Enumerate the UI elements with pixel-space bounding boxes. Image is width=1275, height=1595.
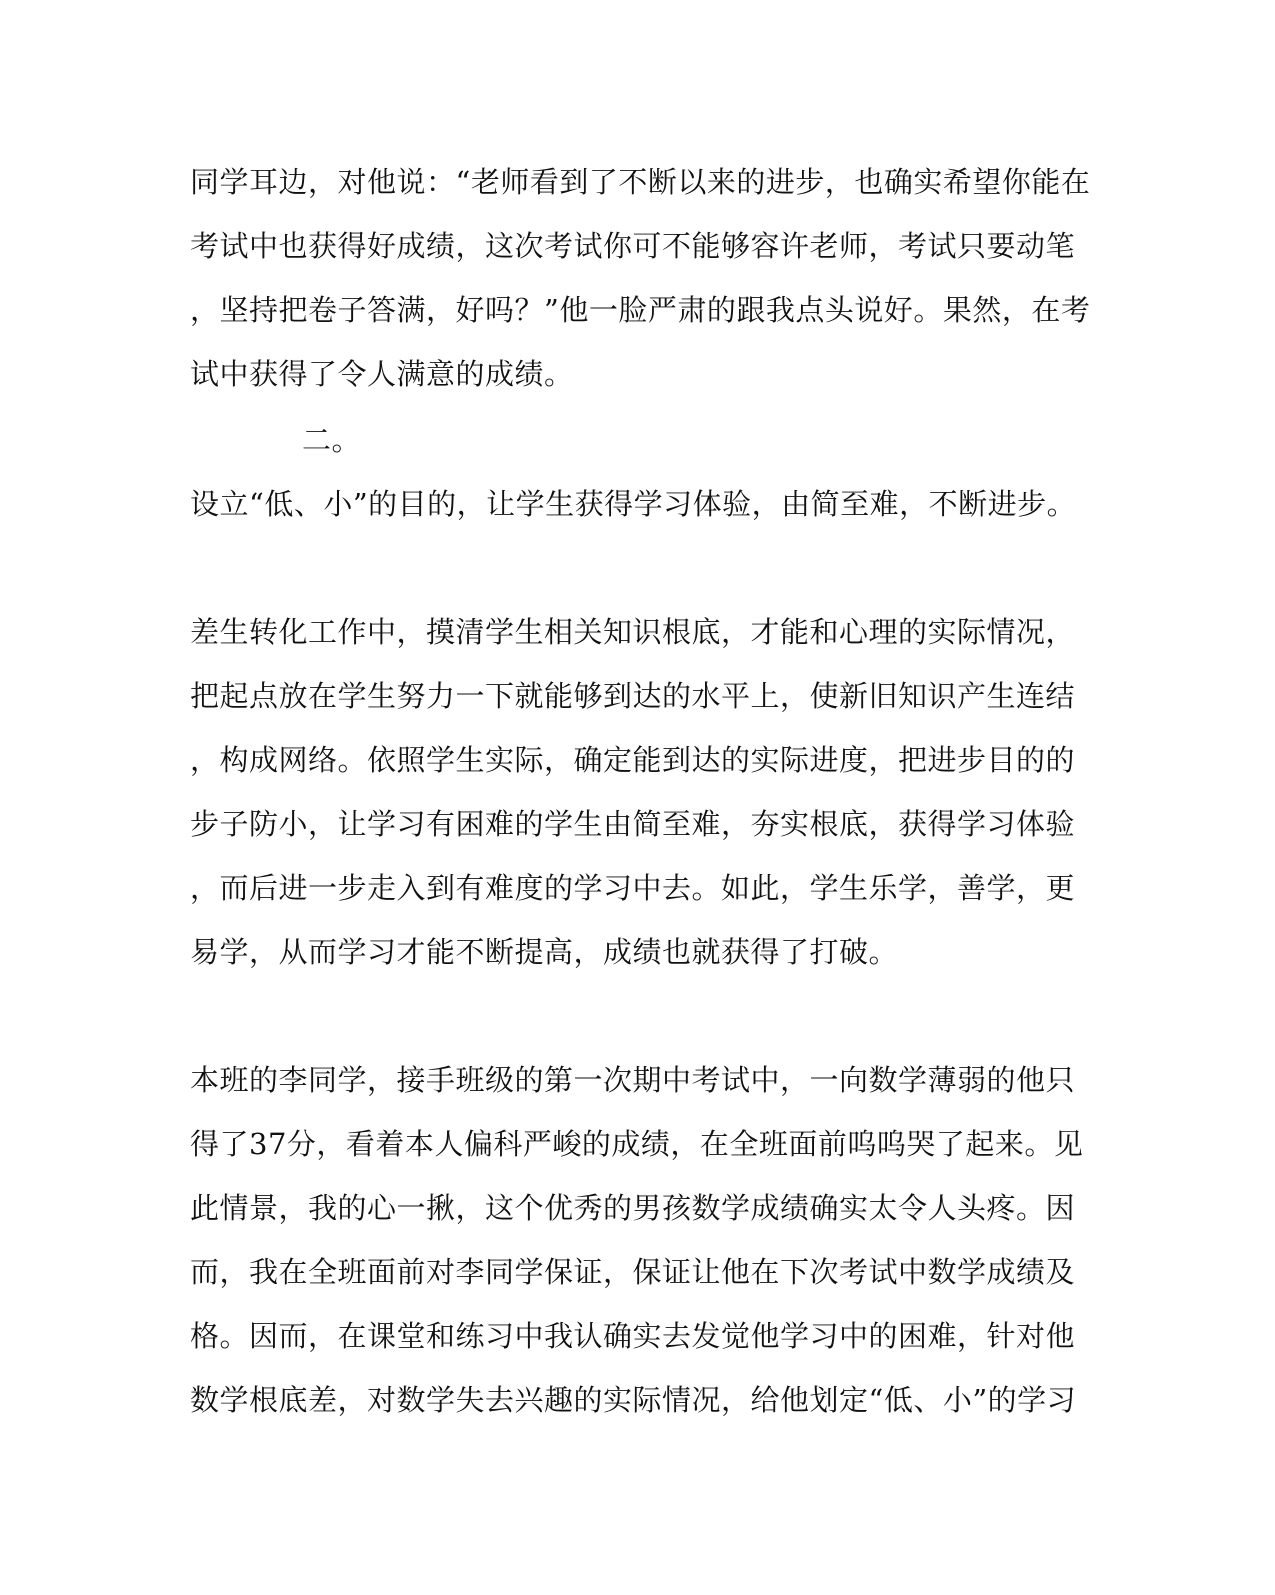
text-line: 差生转化工作中，摸清学生相关知识根底，才能和心理的实际情况，	[190, 615, 1076, 649]
text-line: 试中获得了令人满意的成绩。	[190, 357, 574, 391]
text-line: 把起点放在学生努力一下就能够到达的水平上，使新旧知识产生连结	[190, 679, 1076, 713]
text-line: ，而后进一步走入到有难度的学习中去。如此，学生乐学，善学，更	[190, 871, 1076, 905]
text-line: 同学耳边，对他说：“老师看到了不断以来的进步，也确实希望你能在	[190, 165, 1091, 199]
text-line: 考试中也获得好成绩，这次考试你可不能够容许老师，考试只要动笔	[190, 229, 1076, 263]
text-line: ，坚持把卷子答满，好吗？”他一脸严肃的跟我点头说好。果然，在考	[190, 293, 1091, 327]
section-number: 二。	[302, 423, 362, 457]
text-line: 而，我在全班面前对李同学保证，保证让他在下次考试中数学成绩及	[190, 1255, 1076, 1289]
text-line: 得了37分，看着本人偏科严峻的成绩，在全班面前呜呜哭了起来。见	[190, 1127, 1084, 1161]
text-line: 数学根底差，对数学失去兴趣的实际情况，给他划定“低、小”的学习	[190, 1383, 1077, 1417]
text-line: 此情景，我的心一揪，这个优秀的男孩数学成绩确实太令人头疼。因	[190, 1191, 1076, 1225]
text-line: 本班的李同学，接手班级的第一次期中考试中，一向数学薄弱的他只	[190, 1063, 1076, 1097]
section-heading: 设立“低、小”的目的，让学生获得学习体验，由简至难，不断进步。	[190, 487, 1077, 521]
text-line: 步子防小，让学习有困难的学生由简至难，夯实根底，获得学习体验	[190, 807, 1076, 841]
text-line: ，构成网络。依照学生实际，确定能到达的实际进度，把进步目的的	[190, 743, 1076, 777]
text-line: 易学，从而学习才能不断提高，成绩也就获得了打破。	[190, 935, 899, 969]
text-line: 格。因而，在课堂和练习中我认确实去发觉他学习中的困难，针对他	[190, 1319, 1076, 1353]
